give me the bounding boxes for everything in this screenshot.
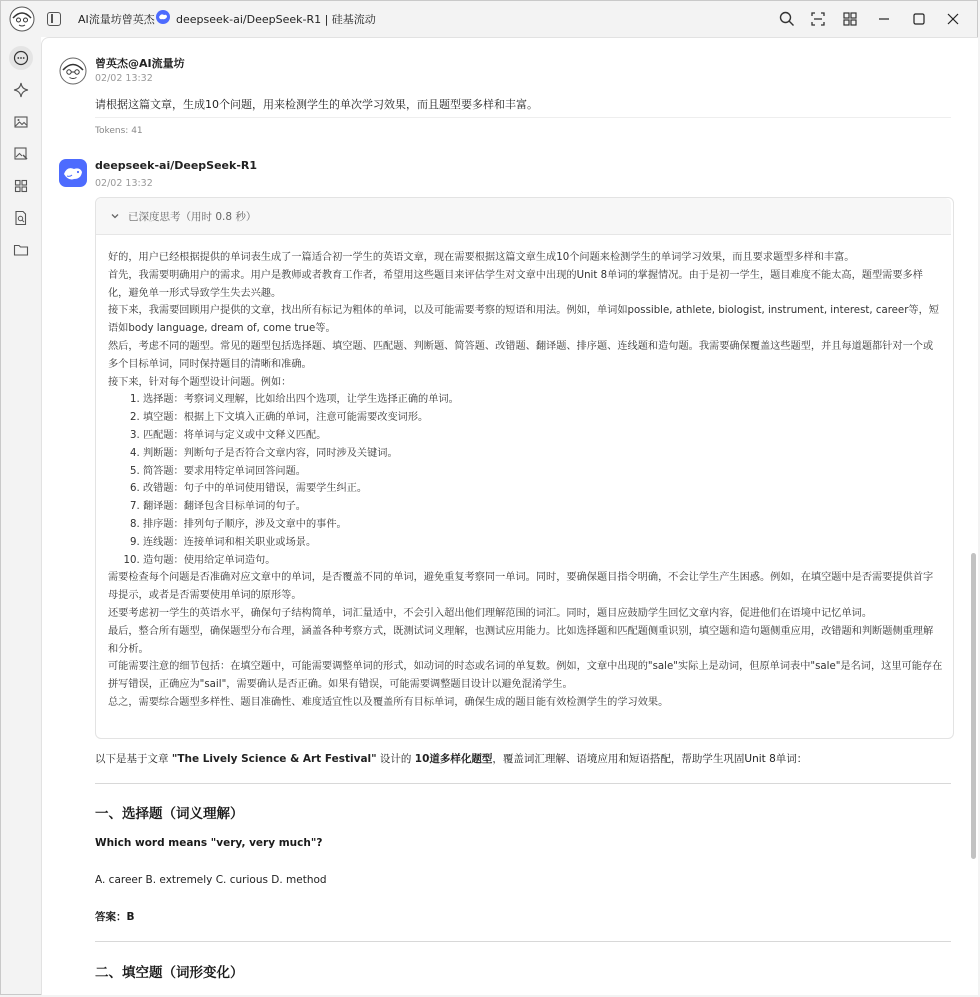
chat-panel [41,37,978,995]
token-count: Tokens: 41 [95,126,143,136]
section-heading: 二、填空题（词形变化） [95,965,244,981]
reasoning-paragraph: 首先，我需要明确用户的需求。用户是教师或者教育工作者，希望用这些题目来评估学生对文章中出现的Unit 8单词的掌握情况。由于是初一学生，题目难度不能太高，题型需要多样化，避免单一形式导致学生失去兴趣。 [108,269,923,299]
section-divider [95,941,951,942]
reasoning-paragraph: 总之，需要综合题型多样性、题目准确性、难度适宜性以及覆盖所有目标单词，确保生成的题目能有效检测学生的学习效果。 [108,696,669,708]
reasoning-paragraph: 还要考虑初一学生的英语水平，确保句子结构简单，词汇量适中，不会引入超出他们理解范围的词汇。同时，题目应鼓励学生回忆文章内容，促进他们在语境中记忆单词。 [108,607,873,619]
tab-model[interactable]: deepseek-ai/DeepSeek-R1 | 硅基流动 [176,13,376,26]
app-avatar-icon[interactable] [9,6,35,32]
minimize-icon[interactable] [874,9,894,29]
folder-icon[interactable] [9,238,33,262]
list-item: 2. 填空题：根据上下文填入正确的单词，注意可能需要改变词形。 [143,409,943,427]
section-divider [95,783,951,784]
image-icon[interactable] [9,110,33,134]
reasoning-paragraph: 然后，考虑不同的题型。常见的题型包括选择题、填空题、匹配题、判断题、简答题、改错题、翻译题、排序题、连线题和造句题。我需要确保覆盖这些题型，并且每道题都针对一个或多个目标单词，同时保持题目的清晰和准确。 [108,340,934,370]
chat-icon[interactable] [9,46,33,70]
title-bar [1,1,977,37]
sparkle-icon[interactable] [9,78,33,102]
doc-search-icon[interactable] [9,206,33,230]
bot-sender-name: deepseek-ai/DeepSeek-R1 [95,159,258,172]
tab-workspace[interactable]: AI流量坊曾英杰 [78,13,155,26]
user-message-text: 请根据这篇文章，生成10个问题，用来检测学生的单次学习效果，而且题型要多样和丰富。 [95,98,538,111]
left-rail [1,37,41,994]
user-sender-name: 曾英杰@AI流量坊 [95,57,185,70]
question-type-list [108,391,943,569]
list-item: 9. 连线题：连接单词和相关职业或场景。 [143,534,943,552]
reasoning-content [108,249,943,712]
reasoning-paragraph: 接下来，我需要回顾用户提供的文章，找出所有标记为粗体的单词，以及可能需要考察的短语和用法。例如，单词如possible, athlete, biologist, instrument, interest, career等，短语如body language, dream of, come true等。 [108,305,939,335]
list-item: 7. 翻译题：翻译包含目标单词的句子。 [143,498,943,516]
list-item: 6. 改错题：句子中的单词使用错误，需要学生纠正。 [143,480,943,498]
apps-icon[interactable] [9,174,33,198]
reasoning-paragraph: 需要检查每个问题是否准确对应文章中的单词，是否覆盖不同的单词，避免重复考察同一单词。同时，要确保题目指令明确，不会让学生产生困惑。例如，在填空题中是否需要提供首字母提示，或者是否需要使用单词的原形等。 [108,572,934,602]
sidebar-toggle-icon[interactable] [47,12,61,26]
bot-message-time: 02/02 13:32 [95,178,153,189]
divider [95,117,951,118]
intro-count: 10道多样化题型 [414,753,493,765]
intro-suffix: ，覆盖词汇理解、语境应用和短语搭配，帮助学生巩固Unit 8单词： [492,753,808,765]
search-icon[interactable] [778,10,796,28]
question-text: Which word means "very, very much"? [95,837,323,849]
reasoning-label: 已深度思考（用时 0.8 秒） [128,211,257,223]
intro-article-title: "The Lively Science & Art Festival" [171,753,377,765]
list-item: 3. 匹配题：将单词与定义或中文释义匹配。 [143,427,943,445]
section-heading: 一、选择题（词义理解） [95,806,244,822]
close-icon[interactable] [943,9,963,29]
list-item: 8. 排序题：排列句子顺序，涉及文章中的事件。 [143,516,943,534]
reasoning-panel [95,197,954,739]
list-item: 4. 判断题：判断句子是否符合文章内容，同时涉及关键词。 [143,445,943,463]
user-message-time: 02/02 13:32 [95,73,153,84]
reasoning-toggle[interactable] [96,198,951,235]
list-item: 1. 选择题：考察词义理解，比如给出四个选项，让学生选择正确的单词。 [143,391,943,409]
deepseek-logo-icon [59,159,87,187]
reasoning-paragraph: 最后，整合所有题型，确保题型分布合理，涵盖各种考察方式，既测试词义理解，也测试应用能力。比如选择题和匹配题侧重识别，填空题和造句题侧重应用，改错题和判断题侧重理解和分析。 [108,625,934,655]
maximize-icon[interactable] [909,9,929,29]
reasoning-paragraph: 好的，用户已经根据提供的单词表生成了一篇适合初一学生的英语文章，现在需要根据这篇文章生成10个问题来检测学生的单词学习效果，而且要求题型多样和丰富。 [108,252,855,263]
user-avatar [59,57,87,85]
answer-intro [95,751,807,766]
intro-prefix: 以下是基于文章 [95,753,172,765]
scrollbar-thumb[interactable] [971,553,976,859]
reasoning-paragraph: 接下来，针对每个题型设计问题。例如： [108,376,292,388]
deepseek-badge-icon [156,10,170,24]
list-item: 5. 简答题：要求用特定单词回答问题。 [143,463,943,481]
list-item: 10. 造句题：使用给定单词造句。 [143,552,943,570]
grid-icon[interactable] [841,10,859,28]
question-options: A. career B. extremely C. curious D. method [95,874,327,886]
image-edit-icon[interactable] [9,142,33,166]
chevron-down-icon [110,211,120,221]
reasoning-paragraph: 可能需要注意的细节包括：在填空题中，可能需要调整单词的形式，如动词的时态或名词的单复数。例如，文章中出现的"sale"实际上是动词，但原单词表中"sale"是名词，这里可能存在拼写错误，正确应为"sail"，需要确认是否正确。如果有错误，可能需要调整题目设计以避免混淆学生。 [108,661,943,691]
intro-mid: 设计的 [376,753,415,765]
question-answer: 答案：B [95,911,135,923]
screenshot-icon[interactable] [809,10,827,28]
